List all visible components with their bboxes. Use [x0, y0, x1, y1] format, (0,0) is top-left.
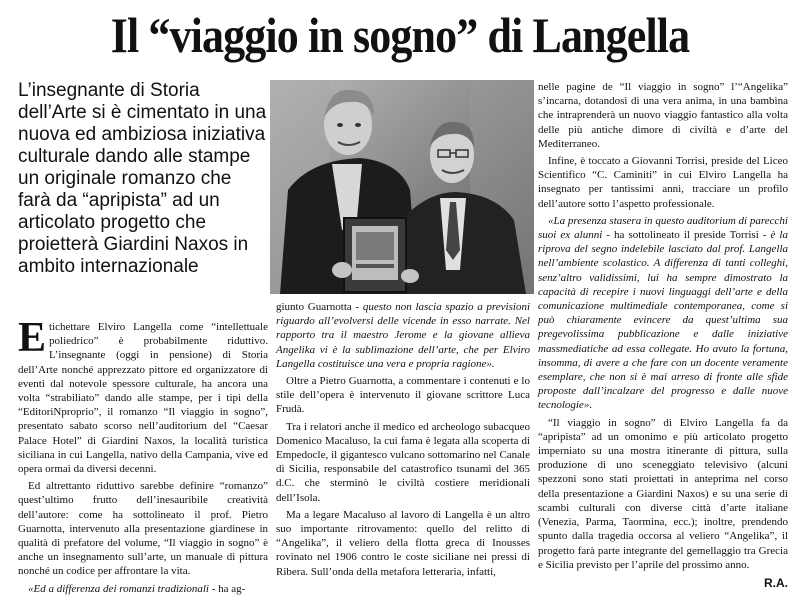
quote-text: «La presenza stasera in questo auditorium di parecchi suoi ex alunni: [538, 214, 788, 242]
headline: Il “viaggio in sogno” di Langella: [110, 7, 690, 63]
quote-text: questo non lascia spazio a previsioni riguardo all’evolversi delle vicende in esso narrate. Nel rapporto tra il maestro Jerome e la giovane allieva Angelika vi è la sublimazione dell’arte, che per Elviro Langella costituisce una vera e propria ragione».: [276, 301, 530, 370]
paragraph-5: Oltre a Pietro Guarnotta, a commentare i contenuti e lo stile dell’opera è intervenuto il giovane scrittore Luca Frudà.: [276, 375, 530, 416]
paragraph-7: Ma a legare Macaluso al lavoro di Langella è un altro suo importante ritrovamento: quello del relitto di “Angelika”, il veliero della flotta greca di Inousses rovinato nel 1906 contro le coste siciliane nei pressi di Ribera. Sull’onda della metafora letteraria, infatti,: [276, 508, 530, 578]
lead-text: L’insegnante di Storia dell’Arte si è cimentato in una nuova ed ambiziosa iniziativa culturale dando alle stampe un originale romanzo che farà da “apripista” ad un articolato progetto che proietterà Giardini Naxos in ambito internazionale: [18, 80, 267, 277]
quote-text: «Ed a differenza dei romanzi tradizionali: [28, 582, 209, 595]
article-column-3: [538, 80, 788, 575]
paragraph-4: [276, 300, 530, 371]
article-photo: [270, 80, 534, 294]
paragraph-1-text: tichettare Elviro Langella come “intellettuale poliedrico” è probabilmente riduttivo. L’insegnante (oggi in pensione) di Storia dell’Arte nonché apprezzato pittore ed organizzatore di eventi dal notevole spessore culturale, ha ancora una volta “strabiliato” dando alle stampe, per i tipi della “EditoriNproprio”, il romanzo “Il viaggio in sogno”, presentato sabato scorso nell’auditorium del “Caesar Palace Hotel” di Giardini Naxos, la località turistica siciliana in cui Langella, nativo della Campania, vive ed opera ormai da diversi decenni.: [18, 321, 268, 476]
paragraph-2: Ed altrettanto riduttivo sarebbe definire “romanzo” quest’ultimo frutto dell’inesauribile creatività dell’autore: come ha sottolineato il prof. Pietro Guarnotta, intervenuto alla presentazione giardinese in qualità di prefatore del volume, “Il viaggio in sogno” è anche un insegnamento sull’arte, un manuale di pittura nonché un codice per affrontare la vita.: [18, 480, 268, 578]
paragraph-1: [18, 315, 268, 476]
paragraph-4-text: giunto Guarnotta -: [276, 301, 363, 313]
drop-cap: E: [18, 315, 47, 361]
paragraph-6: Tra i relatori anche il medico ed archeologo subacqueo Domenico Macaluso, la cui fama è legata alla scoperta di Empedocle, il gigantesco vulcano sottomarino nel Canale di Sicilia, responsabile del catastrofico tsunami del 365 d.C. che sterminò le civiltà costiere meridionali dell’Isola.: [276, 420, 530, 504]
paragraph-3: [18, 582, 268, 596]
photo-illustration: [270, 80, 534, 294]
quote-text-2: è la riprova del segno indelebile lasciato dal prof. Langella nell’ambiente scolastico. A differenza di tanti colleghi, senz’altro validissimi, lui ha sempre dimostrato la capacità di recepire i nuovi linguaggi dell’arte e della comunicazione multimediale contemporanea, come si può chiaramente evincere da quest’ultima sua pregevolissima pubblicazione e dalle iniziative massmediatiche ad essa collegate. Ho avuto la fortuna, insomma, di avere a che fare con un docente veramente esemplare, che non si è mai arreso di fronte alle sfide proposte dall’incalzare del progresso e dalle nuove tecnologie».: [538, 229, 788, 412]
paragraph-3-text: - ha ag-: [209, 582, 246, 595]
paragraph-9: Infine, è toccato a Giovanni Torrisi, preside del Liceo Scientifico “C. Caminiti” in cui Elviro Langella ha insegnato per tantissimi anni, tracciare un profilo dell’autore sotto l’aspetto professionale.: [538, 155, 788, 210]
paragraph-11: “Il viaggio in sogno” di Elviro Langella fa da “apripista” ad un omonimo e più articolato progetto imperniato su una mostra itinerante di pittura, sulla produzione di uno sceneggiato televisivo (alcuni spezzoni sono stati proiettati in anteprima nel corso della presentazione a Giardini Naxos) e su una serie di scambi culturali con diverse città d’arte italiane (Venezia, Parma, Taormina, ecc.); inoltre, prendendo spunto dalla tragedia occorsa al veliero “Angelika”, il progetto farà parte integrante del gemellaggio tra Grecia e Sicilia previsto per l’aprile del prossimo anno.: [538, 416, 788, 571]
article-column-2: [276, 300, 530, 582]
lead-paragraph: [18, 80, 268, 278]
article-column-1: [18, 315, 268, 599]
paragraph-10-text: - ha sottolineato il preside Torrisi -: [602, 229, 771, 242]
author-signature: R.A.: [764, 576, 788, 590]
paragraph-8: nelle pagine de “Il viaggio in sogno” l’“Angelika” s’incarna, dotandosi di una vera anima, in una bambina che intraprenderà un nuovo viaggio fantastico alla volta delle più antiche dimore di civiltà e d’arte del Mediterraneo.: [538, 81, 788, 150]
paragraph-10: [538, 214, 788, 413]
